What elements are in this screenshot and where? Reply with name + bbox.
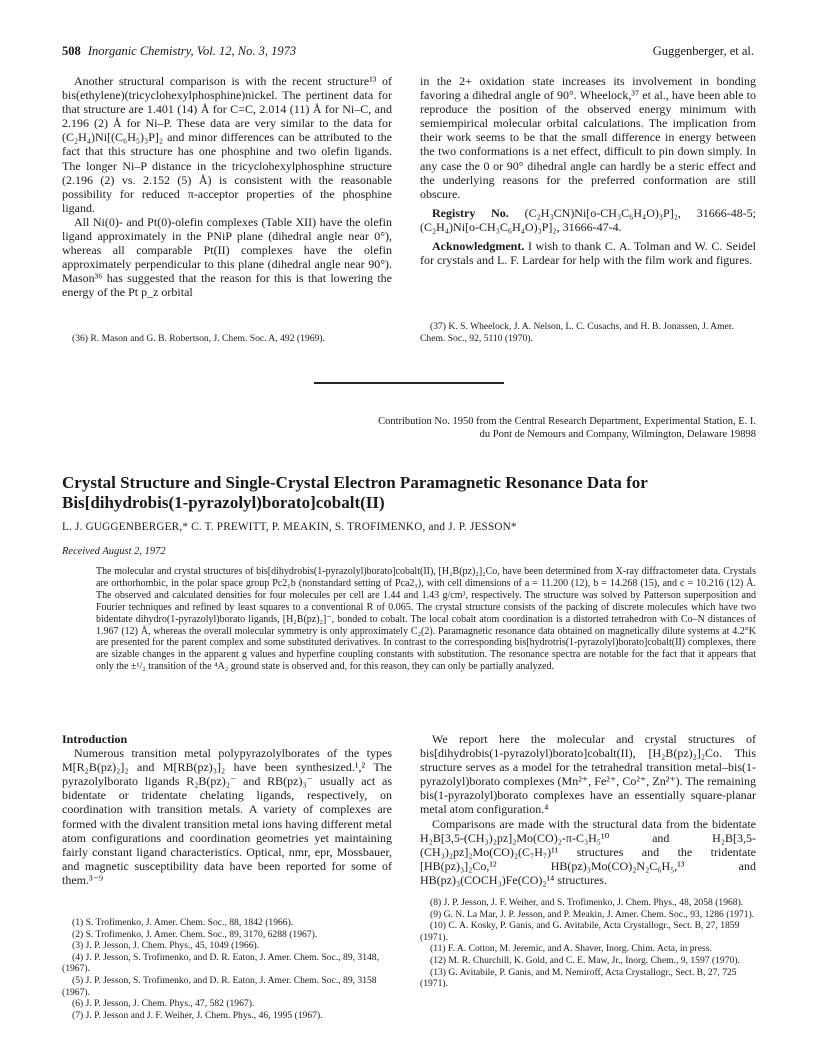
page-number: 508 xyxy=(62,44,81,58)
footnote-text: (5) J. P. Jesson, S. Trofimenko, and D. R. Eaton, J. Amer. Chem. Soc., 89, 3158 (1967). xyxy=(62,974,377,998)
footnote-text: (6) J. P. Jesson, J. Chem. Phys., 47, 582 (1967). xyxy=(72,998,255,1010)
footnote-text: (10) C. A. Kosky, P. Ganis, and G. Avitabile, Acta Crystallogr., Sect. B, 27, 1859 (1971). xyxy=(420,920,740,943)
section-divider xyxy=(314,382,504,384)
body-paragraph: Numerous transition metal polypyrazolylborates of the types M[R₂B(pz)₂]₂ and M[RB(pz)₃]₂ have been synthesized.¹,² The pyrazolylborato ligands R₂B(pz)₂⁻ and RB(pz)₃⁻ usually act as bidentate or tridentate chelating ligands, respectively, on coordination with transition metals. A variety of complexes are formed with the divalent transition metal ions having different metal atom configurations and coordination geometries yet maintaining fairly constant ligand characteristics. Optical, nmr, epr, Mossbauer, and magnetic susceptibility data have been reported for some of them.³⁻⁹ xyxy=(62,746,392,887)
section-heading: Introduction xyxy=(62,732,128,746)
body-paragraph: in the 2+ oxidation state increases its involvement in bonding favoring a dihedral angle of 90°. Wheelock,³⁷ et al., have been able to reproduce the position of the observed energy minimum with semiempirical molecular orbital calculations. The implication from their work seems to be that the small difference in energy between the two conformations is a net effect, difficult to pin down simply. In any case the 0 or 90° dihedral angle can hardly be a steric effect and the underlying reasons for the preferred conformation are still obscure. xyxy=(420,74,756,201)
journal-citation: Inorganic Chemistry, Vol. 12, No. 3, 1973 xyxy=(87,44,297,58)
footnote-text: (8) J. P. Jesson, J. F. Weiher, and S. Trofimenko, J. Chem. Phys., 48, 2058 (1968). xyxy=(430,897,744,908)
footnote-text: (36) R. Mason and G. B. Robertson, J. Chem. Soc. A, 492 (1969). xyxy=(72,333,325,344)
abstract xyxy=(96,566,756,673)
body-paragraph: Another structural comparison is with the recent structure¹³ of bis(ethylene)(tricyclohexylphosphine)nickel. The pertinent data for that structure are 1.401 (14) Å for C=C, 2.014 (11) Å for Ni–C, and 2.196 (2) Å for Ni–P. These data are very similar to the data for (C₂H₄)Ni[(C₆H₅)₃P]₂ and minor differences can be attributed to the fact that this structure has one phosphine and two olefin ligands. The longer Ni–P distance in the tricyclohexylphosphine structure (2.196 (2) vs. 2.152 (5) Å) is consistent with the reasonable possibility for reduced π-acceptor properties of the phosphine ligand. xyxy=(62,74,392,215)
intro-left-column xyxy=(62,732,392,887)
footnote-text: (9) G. N. La Mar, J. P. Jesson, and P. Meakin, J. Amer. Chem. Soc., 93, 1286 (1971). xyxy=(430,908,755,920)
registry-label: Registry No. xyxy=(432,205,509,220)
registry-text: (C₂H₃CN)Ni[o-CH₃C₆H₄O)₃P]₂, 31666-48-5; (C₂H₄)Ni[o-CH₃C₆H₄O)₃P]₂, 31666-47-4. xyxy=(420,205,757,234)
acknowledgment-label: Acknowledgment. xyxy=(432,239,525,254)
top-left-column xyxy=(62,74,392,300)
footnotes-right xyxy=(420,897,756,990)
intro-right-column xyxy=(420,732,756,887)
running-header-left xyxy=(62,44,296,59)
footnote-text: (2) S. Trofimenko, J. Amer. Chem. Soc., 89, 3170, 6288 (1967). xyxy=(72,928,318,940)
acknowledgment-paragraph xyxy=(420,239,756,267)
footnote-text: (4) J. P. Jesson, S. Trofimenko, and D. R. Eaton, J. Amer. Chem. Soc., 89, 3148, (1967). xyxy=(62,951,380,975)
acknowledgment-text: I wish to thank C. A. Tolman and W. C. Seidel for crystals and L. F. Lardear for help with the film work and figures. xyxy=(420,239,757,268)
received-date: Received August 2, 1972 xyxy=(62,546,166,557)
footnote-text: (37) K. S. Wheelock, J. A. Nelson, L. C. Cusachs, and H. B. Jonassen, J. Amer. Chem. Soc., 92, 5110 (1970). xyxy=(420,321,734,344)
footnote xyxy=(62,333,392,345)
body-paragraph: Comparisons are made with the structural data from the bidentate H₂B[3,5-(CH₃)₂pz]₂Mo(CO)₂-π-C₃H₅¹⁰ and H₂B[3,5-(CH₃)₂pz]₂Mo(CO)₂(C₇H₇)¹¹ structures and the tridentate [HB(pz)₃]₂Co,¹² HB(pz)₃Mo(CO)₂N₂C₆H₅,¹³ and HB(pz)₃(COCH₃)Fe(CO)₂¹⁴ structures. xyxy=(420,816,756,887)
footnotes-left xyxy=(62,917,392,1021)
footnote-text: (7) J. P. Jesson and J. F. Weiher, J. Chem. Phys., 46, 1995 (1967). xyxy=(72,1009,323,1021)
abstract-text: The molecular and crystal structures of bis[dihydrobis(1-pyrazolyl)borato]cobalt(II), [H₂B(pz)₂]₂Co, have been determined from X-ray diffractometer data. Crystals are orthorhombic, in the polar space group Pc2₁b (nonstandard setting of Pca2₁), with cell dimensions of a = 11.200 (12), b = 14.268 (15), and c = 10.216 (12) Å. The observed and calculated densities for four molecules per cell are 1.44 and 1.43 g/cm³, respectively. The structure was solved by Patterson superposition and Fourier techniques and refined by least squares to a conventional R of 0.065. The crystal structure consists of the packing of discrete molecules which have two bidentate dihydro(1-pyrazolyl)borato ligands, [H₂B(pz)₂]⁻, bonded to cobalt. The local cobalt atom coordination is a distorted tetrahedron with Co–N distances of 1.967 (12) Å, whereas the overall molecular symmetry is only approximately C₂(2). Paramagnetic resonance data obtained on magnetically dilute systems at 4.2°K are presented for the parent complex and some substituted derivatives. In contrast to the corresponding bis[hydrotris(1-pyrazolyl)borato]cobalt(II) complexes, there are sizable changes in the apparent g values and hyperfine coupling constants with substitution. The resonance spectra are notable for the fact that it appears that only the ±¹/₂ transition of the ⁴A₂ ground state is observed and, for this reason, they can only be partially analyzed. xyxy=(96,566,756,673)
article-title: Crystal Structure and Single-Crystal Electron Paramagnetic Resonance Data for Bis[dihydrobis(1-pyrazolyl)borato]cobalt(II) xyxy=(62,473,648,512)
footnote-text: (11) F. A. Cotton, M. Jeremic, and A. Shaver, Inorg. Chim. Acta, in press. xyxy=(430,943,712,955)
footnote-text: (1) S. Trofimenko, J. Amer. Chem. Soc., 88, 1842 (1966). xyxy=(72,917,294,928)
body-paragraph: All Ni(0)- and Pt(0)-olefin complexes (Table XII) have the olefin ligand approximately in the PNiP plane (dihedral angle near 0°), whereas all comparable Pt(II) complexes have the olefin approximately perpendicular to this plane (dihedral angle near 90°). Mason³⁶ has suggested that the reason for this is that lowering the energy of the Pt p_z orbital xyxy=(62,214,392,300)
running-header-authors: Guggenberger, et al. xyxy=(652,44,754,58)
contribution-note: Contribution No. 1950 from the Central Research Department, Experimental Station, E. I. du Pont de Nemours and Company, Wilmington, Delaware 19898 xyxy=(378,416,756,440)
registry-paragraph xyxy=(420,206,756,234)
footnote-text: (12) M. R. Churchill, K. Gold, and C. E. Maw, Jr., Inorg. Chem., 9, 1597 (1970). xyxy=(430,954,740,966)
footnote-text: (13) G. Avitabile, P. Ganis, and M. Nemiroff, Acta Crystallogr., Sect. B, 27, 725 (1971). xyxy=(420,966,737,990)
footnote xyxy=(420,321,756,344)
footnote-text: (3) J. P. Jesson, J. Chem. Phys., 45, 1049 (1966). xyxy=(72,940,260,952)
article-authors: L. J. GUGGENBERGER,* C. T. PREWITT, P. MEAKIN, S. TROFIMENKO, and J. P. JESSON* xyxy=(62,521,517,533)
body-paragraph: We report here the molecular and crystal structures of bis[dihydrobis(1-pyrazolyl)borato]cobalt(II), [H₂B(pz)₂]₂Co. This structure serves as a model for the tetrahedral transition metal–bis(1-pyrazolyl)borato complexes (Mn²⁺, Fe²⁺, Co²⁺, Zn²⁺). The remaining bis(1-pyrazolyl)borato complexes have an essentially square-planar metal atom configuration.⁴ xyxy=(420,732,756,817)
top-right-column xyxy=(420,74,756,267)
